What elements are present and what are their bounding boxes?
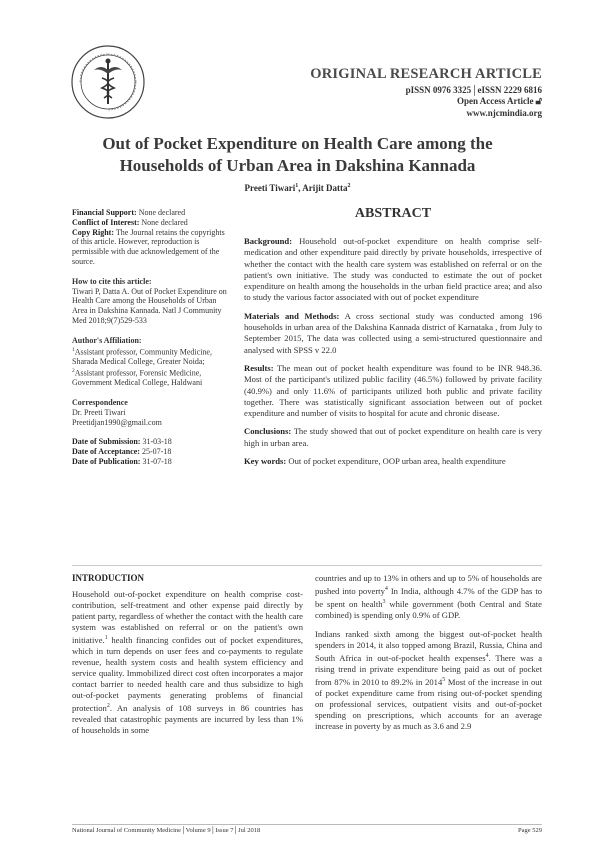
open-access-label: Open Access Article 🔓︎ xyxy=(457,96,542,107)
correspondence: Correspondence Dr. Preeti Tiwari Preetidjan1990@gmail.com xyxy=(72,398,232,427)
page-number: Page 529 xyxy=(517,827,542,834)
body-column-right xyxy=(315,573,542,740)
author-name: Preeti Tiwari xyxy=(244,183,296,193)
article-title: Out of Pocket Expenditure on Health Care among the Households of Urban Area in Dakshina Kannada xyxy=(102,134,493,175)
introduction-heading: INTRODUCTION xyxy=(72,573,145,583)
issn: pISSN 0976 3325│eISSN 2229 6816 xyxy=(405,85,542,95)
author-affiliation: Author's Affiliation: $^1$Assistant professor, Community Medicine, Sharada Medical College, Greater Noida; $^2$Assistant professor, Forensic Medicine, Government Medical College, Haldwani xyxy=(72,335,212,388)
abstract-heading: ABSTRACT xyxy=(354,206,432,221)
body-paragraph: Household out-of-pocket expenditure on health comprise cost-contribution, self-treatment and other expense paid directly by patient party, regardless of whether the contact with the health care system was established on referral or on the patient's own initiative.$^1$ health financing confides out of pocket expenditures, which in turn depends on user fees and co-payments to regulate revenue, health system costs and health system efficiency and service quality. Immobilized direct cost often incorporates a major contact barrier to needed health care and thus subsidize to high out-of-pocket payments generating problems of financial protection$^2$. An analysis of 108 surveys in 86 countries has revealed that catastrophic payments are incurred by less than 1% of households in some xyxy=(72,589,303,736)
article-info-sidebar xyxy=(72,208,232,467)
journal-header xyxy=(310,66,542,118)
author-list: Preeti Tiwari$^1$, Arijit Datta$^2$ xyxy=(244,183,351,193)
section-divider xyxy=(72,565,542,566)
body-paragraph: countries and up to 13% in others and up to 5% of households are pushed into poverty$^4$ In India, although 4.7% of the GDP has to be spent on health$^3$ while government (both Central and State combined) is spending only 0.9% of GDP. xyxy=(315,573,543,620)
body-column-left xyxy=(72,589,303,736)
copyright: Copy Right: The Journal retains the copyrights of this article. However, reproduction is permissible with due acknowledgement of the source. xyxy=(72,227,225,266)
conflict-of-interest: Conflict of Interest: None declared xyxy=(72,217,188,227)
abstract-background: Background: Household out-of-pocket expenditure on health comprise self-medication and other expenditure paid directly by private households, irrespective of whether the contact with the health care system was established on referral or on the patient's own initiative. The study was conducted to estimate the out of pocket expenditure on health among the households in the urban field practice area; and also to study the various factor associated with out of pocket expenditure xyxy=(244,236,542,303)
correspondence-email-link[interactable]: Preetidjan1990@gmail.com xyxy=(72,417,162,427)
author-name: Arijit Datta xyxy=(302,183,348,193)
journal-website-link[interactable]: www.njcmindia.org xyxy=(466,108,542,118)
open-access-lock-icon: 🔓︎ xyxy=(535,96,542,107)
abstract-methods: Materials and Methods: A cross sectional study was conducted among 196 households in urban area of the Dakshina Kannada district of Karnataka , from July to September 2015, The data was collected using a semi-structured questionnaire and analysed with SPSS v 22.0 xyxy=(244,310,542,355)
journal-logo xyxy=(70,44,146,120)
abstract-keywords: Key words: Out of pocket expenditure, OOP urban area, health expenditure xyxy=(244,456,506,467)
citation: How to cite this article: Tiwari P, Datta A. Out of Pocket Expenditure on Health Care among the Households of Urban Area in Dakshina Kannada. Natl J Community Med 2018;9(7)529-533 xyxy=(72,276,227,325)
footer-divider xyxy=(72,824,542,825)
financial-support: Financial Support: None declared xyxy=(72,208,186,217)
body-paragraph: Indians ranked sixth among the biggest out-of-pocket health spenders in 2014, it also topped among Brazil, Russia, China and South Africa in out-of-pocket health expenses$^4$. There was a rising trend in private expenditure being paid as out of pocket from 87% in 2010 to 89.2% in 2014$^5$ Most of the increase in out of pocket expenditure came from rising out-of-pocket spending on professional services, outpatient visits and out-of-pocket spending on prescriptions, which accounts for an average increase in poverty by as much as 3.6 and 2.9 xyxy=(315,628,543,731)
abstract-conclusions: Conclusions: The study showed that out of pocket expenditure on health care is very high in urban area. xyxy=(244,426,542,448)
abstract-body xyxy=(244,236,542,474)
abstract-results: Results: The mean out of pocket health expenditure was found to be INR 948.36. Most of the participant's utilized public facility (46.5%) followed by private facility (40.9%) and only 11.6% of participants utilized both public and private facility together. There was statistically significant association between out of pocket expenditure and number of visits to hospital for acute and chronic disease. xyxy=(244,362,542,419)
article-dates: Date of Submission: 31-03-18 Date of Acceptance: 25-07-18 Date of Publication: 31-07-18 xyxy=(72,437,172,467)
footer-journal-info: National Journal of Community Medicine│Volume 9│Issue 7│Jul 2018 xyxy=(72,827,261,834)
article-type: ORIGINAL RESEARCH ARTICLE xyxy=(310,66,542,82)
